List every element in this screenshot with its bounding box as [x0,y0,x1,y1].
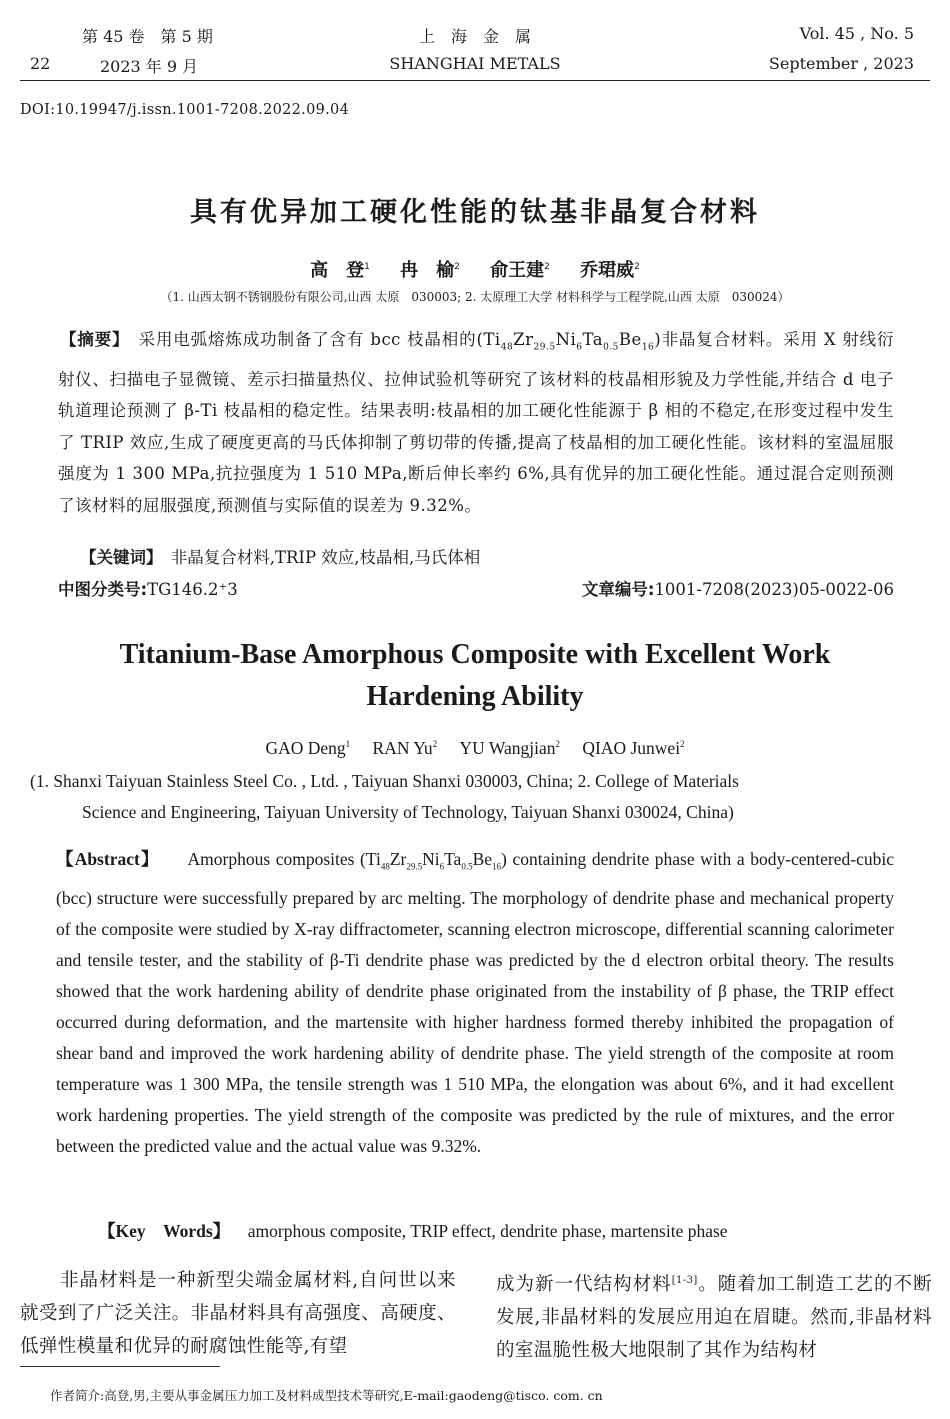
affiliation-cn: （1. 山西太钢不锈钢股份有限公司,山西 太原 030003; 2. 太原理工大学 材料科学与工程学院,山西 太原 030024） [160,290,790,304]
abstract-cn-label: 【摘要】 [60,330,122,349]
title-en: Titanium-Base Amorphous Composite with Excellent Work Hardening Ability [119,639,831,712]
page-number: 22 [30,54,51,73]
keywords-en: 【Key Words】 amorphous composite, TRIP effect, dendrite phase, martensite phase [98,1221,728,1241]
keywords-cn: 【关键词】 非晶复合材料,TRIP 效应,枝晶相,马氏体相 [80,548,481,567]
journal-name-cn: 上 海 金 属 [418,27,531,46]
citation: [1-3] [671,1275,698,1286]
author-cn: 冉 榆$^2$ [400,260,460,281]
author-cn: 乔珺威$^2$ [580,260,640,281]
author-en: YU Wangjian$^2$ [459,738,560,758]
journal-name-en: SHANGHAI METALS [389,54,561,73]
header-rule [20,80,930,81]
author-cn: 俞王建$^2$ [490,260,550,281]
author-en: GAO Deng$^1$ [265,738,351,758]
doi[interactable]: DOI:10.19947/j.issn.1001-7208.2022.09.04 [20,102,350,118]
abstract-cn: 【摘要】 采用电弧熔炼成功制备了含有 bcc 枝晶相的$(Ti_{48}Zr_{29.5}Ni_6Ta_{0.5}Be_{16})$非晶复合材料。采用 X 射线衍射仪、扫描电子显微镜、差示扫描量热仪、拉伸试验机等研究了该材料的枝晶相形貌及力学性能,并结合 d 电子轨道理论预测了 β-Ti 枝晶相的稳定性。结果表明:枝晶相的加工硬化性能源于 β 相的不稳定,在形变过程中发生了 TRIP 效应,生成了硬度更高的马氏体抑制了剪切带的传播,提高了枝晶相的加工硬化性能。该材料的室温屈服强度为 1 300 MPa,抗拉强度为 1 510 MPa,断后伸长率约 6%,具有优异的加工硬化性能。通过混合定则预测了该材料的屈服强度,预测值与实际值的误差为 9.32%。 [58,330,894,515]
header-date-cn: 2023 年 9 月 [100,57,199,76]
footnote-rule [20,1366,220,1367]
keywords-en-label: 【Key Words】 [98,1221,231,1241]
header-volume-cn: 第 45 卷 第 5 期 [82,27,213,46]
author-en: RAN Yu$^2$ [372,738,438,758]
article-number: 文章编号:1001-7208(2023)05-0022-06 [581,580,894,599]
author-en: QIAO Junwei$^2$ [582,738,685,758]
header-volume-en: Vol. 45 , No. 5 [799,24,914,43]
alloy-formula-en: $Ti_{48}Zr_{29.5}Ni_6Ta_{0.5}Be_{16}$ [365,849,502,872]
alloy-formula: $Ti_{48}Zr_{29.5}Ni_6Ta_{0.5}Be_{16}$ [483,330,655,353]
author-cn: 高 登$^1$ [310,260,370,281]
body-right-column: 成为新一代结构材料[1-3]。随着加工制造工艺的不断发展,非晶材料的发展应用迫在眉睫。然而,非晶材料的室温脆性极大地限制了其作为结构材 [496,1274,932,1362]
affiliation-en: (1. Shanxi Taiyuan Stainless Steel Co. , Ltd. , Taiyuan Shanxi 030003, China; 2. College of Materials Science and Engineering, Taiyuan University of Technology, Taiyuan Shanxi 030024, China) [30,771,739,822]
classification-line [58,576,894,600]
clc-number: 中图分类号:TG146.2⁺3 [58,580,238,599]
authors-cn [0,256,950,282]
body-left-column: 非晶材料是一种新型尖端金属材料,自问世以来就受到了广泛关注。非晶材料具有高强度、高硬度、低弹性模量和优异的耐腐蚀性能等,有望 [20,1270,456,1357]
author-footnote: 作者简介:高登,男,主要从事金属压力加工及材料成型技术等研究,E-mail:gaodeng@tisco. com. cn [50,1388,603,1403]
abstract-en-label: 【Abstract】 [56,849,160,869]
authors-en [0,738,950,759]
title-cn: 具有优异加工硬化性能的钛基非晶复合材料 [190,197,760,228]
header-date-en: September , 2023 [768,54,914,73]
abstract-en: 【Abstract】 Amorphous composites $(Ti_{48}Zr_{29.5}Ni_6Ta_{0.5}Be_{16})$ containing dendrite phase with a body-centered-cubic (bcc) structure were successfully prepared by arc melting. The morphology of dendrite phase and mechanical property of the composite were studied by X-ray diffractometer, scanning electron microscope, differential scanning calorimeter and tensile tester, and the stability of β-Ti dendrite phase was predicted by the d electron orbital theory. The results showed that the work hardening ability of dendrite phase originated from the instability of β phase, the TRIP effect occurred during deformation, and the martensite with higher hardness formed thereby inhibited the propagation of shear band and improved the work hardening ability of dendrite phase. The yield strength of the composite at room temperature was 1 300 MPa, the tensile strength was 1 510 MPa, the elongation was about 6%, and it had excellent work hardening properties. The yield strength of the composite was predicted by the rule of mixtures, and the error between the predicted value and the actual value was 9.32%. [56,849,895,1156]
keywords-cn-label: 【关键词】 [80,548,155,567]
